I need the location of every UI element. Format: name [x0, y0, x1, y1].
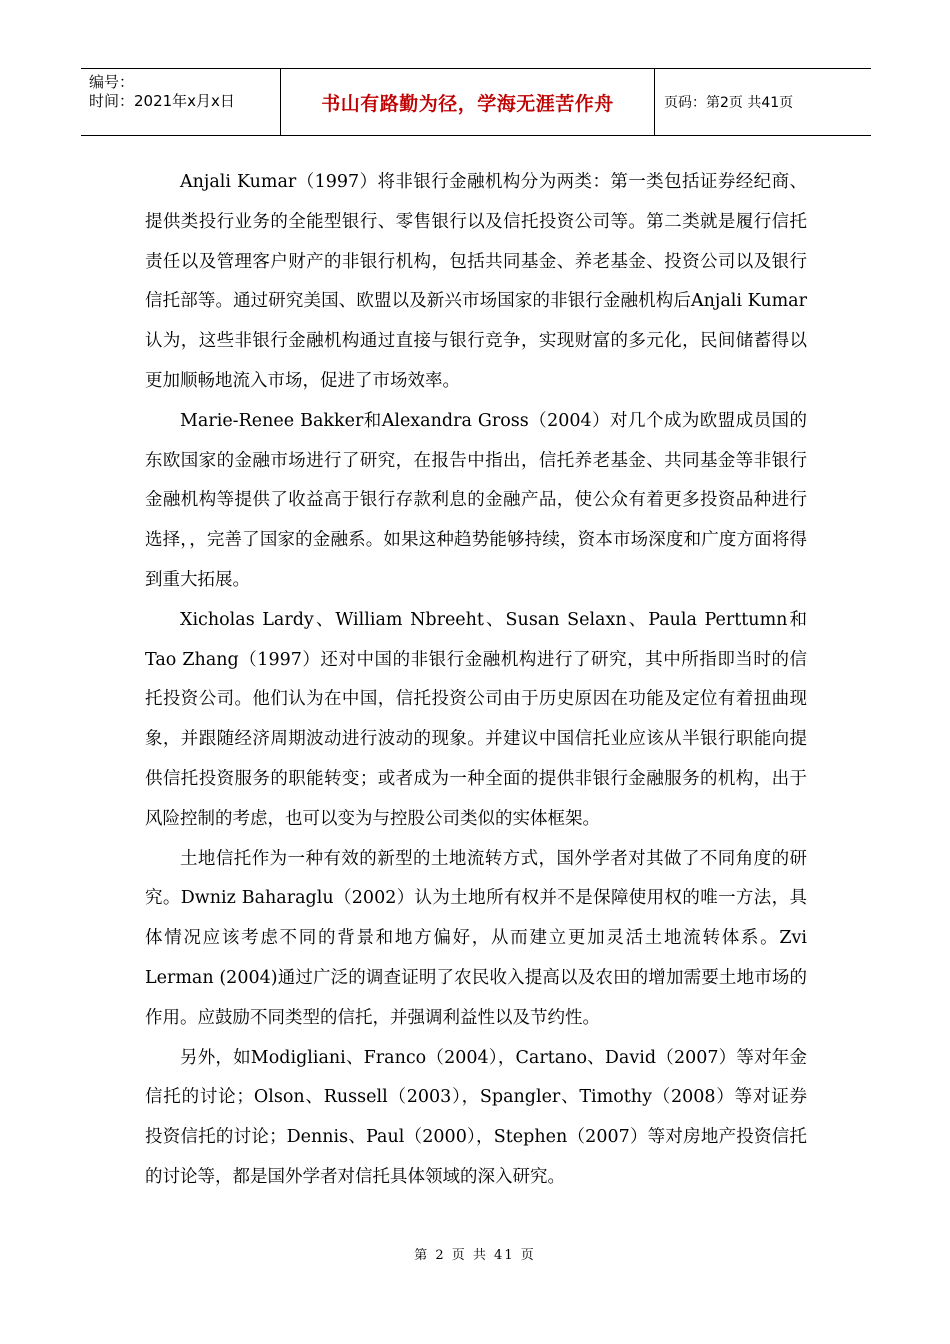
paragraph-land-trust: 土地信托作为一种有效的新型的土地流转方式，国外学者对其做了不同角度的研究。Dwniz Baharaglu（2002）认为土地所有权并不是保障使用权的唯一方法，具体情况应该考虑不同的背景和地方偏好，从而建立更加灵活土地流转体系。Zvi Lerman (2004)通过广泛的调查证明了农民收入提高以及农田的增加需要土地市场的作用。应鼓励不同类型的信托，并强调利益性以及节约性。: [145, 848, 807, 1028]
header-motto-cell: [281, 69, 655, 135]
document-body: [145, 163, 807, 1198]
paragraph-anjali-kumar: Anjali Kumar（1997）将非银行金融机构分为两类：第一类包括证券经纪商、提供类投行业务的全能型银行、零售银行以及信托投资公司等。第二类就是履行信托责任以及管理客户财产的非银行机构，包括共同基金、养老基金、投资公司以及银行信托部等。通过研究美国、欧盟以及新兴市场国家的非银行金融机构后Anjali Kumar认为，这些非银行金融机构通过直接与银行竞争，实现财富的多元化，民间储蓄得以更加顺畅地流入市场，促进了市场效率。: [145, 172, 807, 391]
header-page-cell: [655, 69, 871, 135]
paragraph-other-studies: 另外，如Modigliani、Franco（2004），Cartano、David（2007）等对年金信托的讨论；Olson、Russell（2003），Spangler、Timothy（2008）等对证券投资信托的讨论；Dennis、Paul（2000），Stephen（2007）等对房地产投资信托的讨论等，都是国外学者对信托具体领域的深入研究。: [145, 1047, 807, 1187]
page-footer: 第 2 页 共 41 页: [414, 1248, 536, 1263]
paragraph-lardy-et-al: Xicholas Lardy、William Nbreeht、Susan Selaxn、Paula Perttumn和Tao Zhang（1997）还对中国的非银行金融机构进行了研究，其中所指即当时的信托投资公司。他们认为在中国，信托投资公司由于历史原因在功能及定位有着扭曲现象，并跟随经济周期波动进行波动的现象。并建议中国信托业应该从半银行职能向提供信托投资服务的职能转变；或者成为一种全面的提供非银行金融服务的机构，出于风险控制的考虑，也可以变为与控股公司类似的实体框架。: [145, 609, 807, 829]
paragraph-bakker-gross: Marie-Renee Bakker和Alexandra Gross（2004）对几个成为欧盟成员国的东欧国家的金融市场进行了研究，在报告中指出，信托养老基金、共同基金等非银行金融机构等提供了收益高于银行存款利息的金融产品，使公众有着更多投资品种进行选择，，完善了国家的金融系。如果这种趋势能够持续，资本市场深度和广度方面将得到重大拓展。: [145, 410, 807, 590]
document-number-label: 编号：: [89, 73, 135, 91]
page-header: [81, 68, 871, 136]
document-date: 时间：2021年x月x日: [89, 92, 235, 110]
header-page-code: 页码：第2页 共41页: [664, 95, 794, 111]
header-motto: 书山有路勤为径，学海无涯苦作舟: [321, 92, 614, 115]
header-meta-cell: [81, 69, 281, 135]
